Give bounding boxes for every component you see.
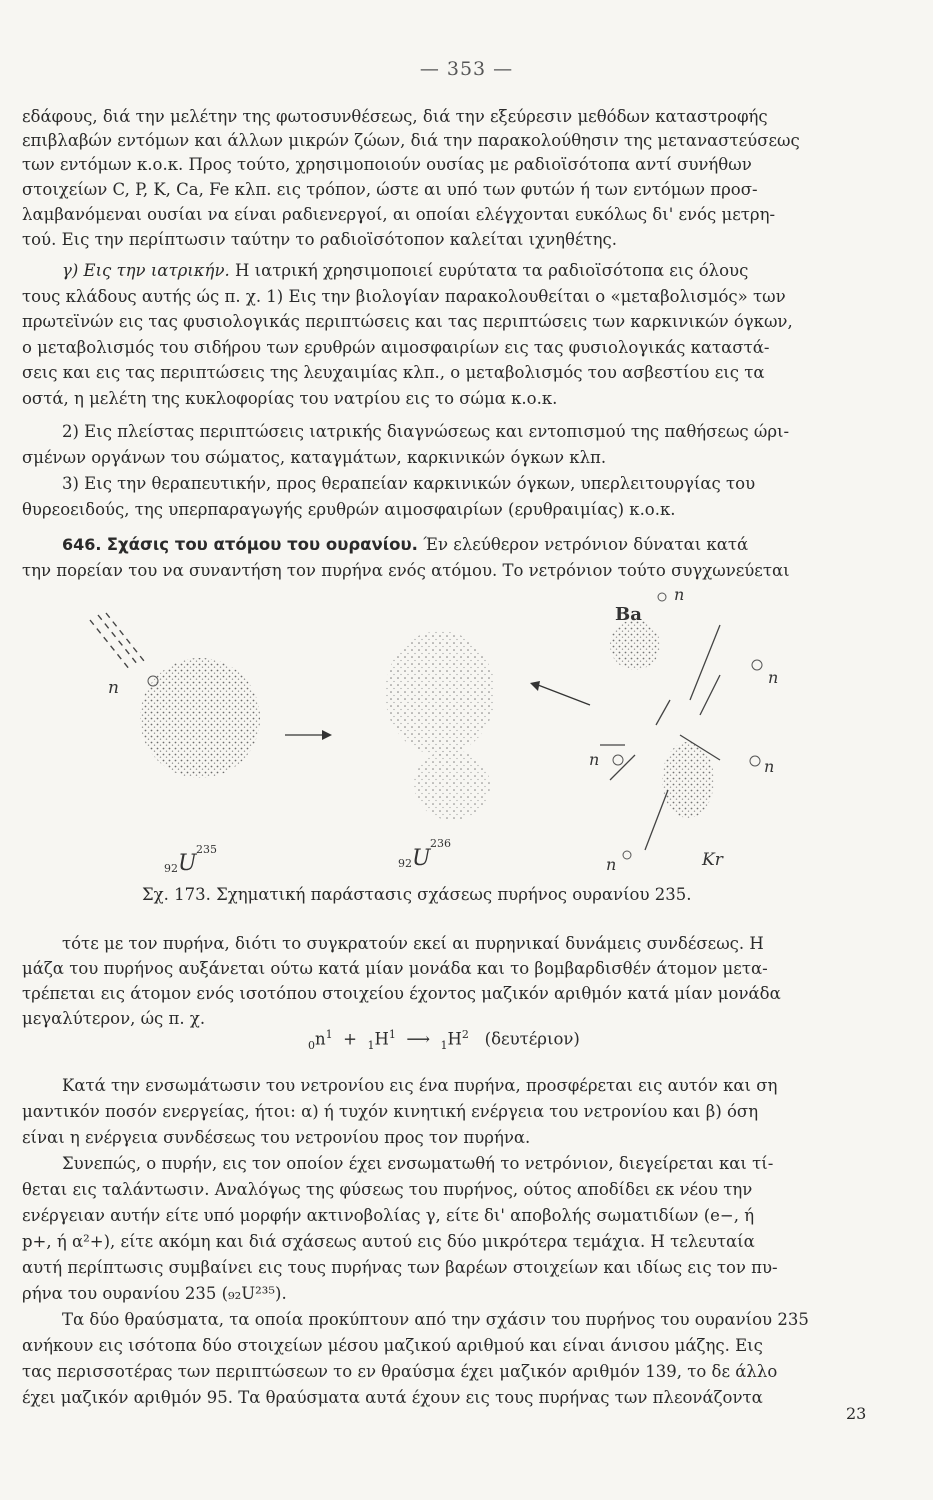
text-line: Τα δύο θραύσματα, τα οποία προκύπτουν από την σχάσιν του πυρήνος του ουρανίου 235 — [62, 1310, 809, 1329]
u236-atomic-number: 92 — [398, 857, 412, 870]
section-646-first: Έν ελεύθερον νετρόνιον δύναται κατά — [423, 535, 749, 554]
neutron-path — [90, 613, 144, 670]
text-line: έχει μαζικόν αριθμόν 95. Τα θραύσματα αυτά έχουν εις τους πυρήνας των πλεονάζοντα — [22, 1388, 763, 1407]
neutron-particle — [658, 593, 666, 601]
item-2-line: 2) Εις πλείστας περιπτώσεις ιατρικής διαγνώσεως και εντοπισμού της παθήσεως ώρι- — [62, 422, 790, 441]
arrow-right-icon — [530, 681, 590, 705]
text-line: θεται εις ταλάντωσιν. Αναλόγως της φύσεως του πυρήνος, ούτος αποδίδει εκ νέου την — [22, 1180, 753, 1199]
text-line: μαντικόν ποσόν ενεργείας, ήτοι: α) ή τυχόν κινητική ενέργεια του νετρονίου και β) όση — [22, 1102, 759, 1121]
text-line: Κατά την ενσωμάτωσιν του νετρονίου εις ένα πυρήνα, προσφέρεται εις αυτόν και ση — [62, 1076, 778, 1095]
text-line: είναι η ενέργεια συνδέσεως του νετρονίου προς τον πυρήνα. — [22, 1128, 531, 1147]
eq-h-sub: 1 — [367, 1038, 375, 1052]
eq-note: (δευτέριον) — [484, 1029, 580, 1049]
u235-symbol: U — [178, 851, 197, 876]
section-g-label: γ) Εις την ιατρικήν. — [62, 261, 230, 280]
neutron-particle — [613, 755, 623, 765]
neutron-label: n — [108, 678, 119, 698]
text-line: τας περισσοτέρας των περιπτώσεων το εν θραύσμα έχει μαζικόν αριθμόν 139, το δε άλλο — [22, 1362, 778, 1381]
text-line: p+, ή α²+), είτε ακόμη και διά σχάσεως αυτού εις δύο μικρότερα τεμάχια. Η τελευταία — [22, 1232, 755, 1251]
text-line: ενέργειαν αυτήν είτε υπό μορφήν ακτινοβολίας γ, είτε δι' αποβολής σωματιδίων (e−, ή — [22, 1206, 755, 1225]
eq-d: H — [447, 1029, 462, 1049]
section-g-first: Η ιατρική χρησιμοποιεί ευρύτατα τα ραδιοϊσότοπα εις όλους — [234, 261, 749, 280]
text-line: σμένων οργάνων του σώματος, καταγμάτων, καρκινικών όγκων κλπ. — [22, 448, 607, 467]
text-line: ανήκουν εις ισότοπα δύο στοιχείων μέσου μαζικού αριθμού και είναι άνισου μάζης. Εις — [22, 1336, 763, 1355]
nuclear-equation — [308, 1028, 580, 1052]
text-line: σεις και εις τας περιπτώσεις της λευχαιμίας κλπ., ο μεταβολισμός του ασβεστίου εις τα — [22, 363, 765, 382]
eq-n: n — [315, 1029, 326, 1049]
uranium-236-nucleus-lower — [414, 750, 490, 820]
krypton-fragment — [662, 742, 714, 818]
text-line: στοιχείων C, P, K, Ca, Fe κλπ. εις τρόπον, ώστε αι υπό των φυτών ή των εντόμων προσ- — [22, 180, 758, 199]
figure-caption: Σχ. 173. Σχηματική παράστασις σχάσεως πυρήνος ουρανίου 235. — [142, 885, 692, 904]
u236-mass-number: 236 — [430, 837, 451, 850]
page-number: — 353 — — [419, 58, 514, 80]
text-line: των εντόμων κ.ο.κ. Προς τούτο, χρησιμοποιούν ουσίας με ραδιοϊσότοπα αντί συνήθων — [22, 155, 752, 174]
barium-fragment — [610, 620, 660, 670]
text-line: τους κλάδους αυτής ώς π. χ. 1) Εις την βιολογίαν παρακολουθείται ο «μεταβολισμός» των — [22, 287, 786, 306]
barium-label: Ba — [615, 604, 642, 625]
uranium-235-nucleus — [140, 658, 260, 778]
neutron-label: n — [674, 585, 685, 604]
text-line: πρωτεϊνών εις τας φυσιολογικάς περιπτώσεις και τας περιπτώσεις των καρκινικών όγκων, — [22, 312, 793, 331]
eq-d-sup: 2 — [461, 1028, 469, 1041]
u235-mass-number: 235 — [196, 843, 217, 856]
krypton-label: Kr — [702, 850, 723, 870]
neutron-label: n — [589, 750, 600, 769]
neutron-particle — [750, 756, 760, 766]
neutron-label: n — [768, 668, 779, 687]
fission-diagram — [60, 585, 870, 880]
eq-plus: + — [343, 1029, 357, 1049]
eq-h-sup: 1 — [388, 1028, 396, 1041]
text-line: εδάφους, διά την μελέτην της φωτοσυνθέσεως, διά την εξεύρεσιν μεθόδων καταστροφής — [22, 107, 768, 126]
text-line: οστά, η μελέτη της κυκλοφορίας του νατρίου εις το σώμα κ.ο.κ. — [22, 389, 558, 408]
section-number: 646. — [62, 535, 102, 554]
item-3-line: 3) Εις την θεραπευτικήν, προς θεραπείαν καρκινικών όγκων, υπερλειτουργίας του — [62, 474, 756, 493]
neutron-particle — [623, 851, 631, 859]
text-line: μάζα του πυρήνος αυξάνεται ούτω κατά μίαν μονάδα και το βομβαρδισθέν άτομον μετα- — [22, 959, 768, 978]
text-line: την πορείαν του να συναντήση τον πυρήνα ενός ατόμου. Το νετρόνιον τούτο συγχωνεύεται — [22, 561, 790, 580]
text-line: τού. Εις την περίπτωσιν ταύτην το ραδιοϊσότοπον καλείται ιχνηθέτης. — [22, 230, 618, 249]
text-line: τότε με τον πυρήνα, διότι το συγκρατούν εκεί αι πυρηνικαί δυνάμεις συνδέσεως. Η — [62, 934, 764, 953]
eq-arrow: ⟶ — [406, 1029, 431, 1049]
text-line: αυτή περίπτωσις συμβαίνει εις τους πυρήνας των βαρέων στοιχείων και ιδίως εις τον πυ- — [22, 1258, 778, 1277]
section-title: Σχάσις του ατόμου του ουρανίου. — [106, 535, 418, 554]
text-line: τρέπεται εις άτομον ενός ισοτόπου στοιχείου έχοντος μαζικόν αριθμόν κατά μίαν μονάδα — [22, 984, 781, 1003]
neutron-label: n — [606, 855, 617, 874]
text-line: λαμβανόμεναι ουσίαι να είναι ραδιενεργοί, αι οποίαι ελέγχονται ευκόλως δι' ενός μετρη- — [22, 205, 776, 224]
section-g-heading-line — [62, 260, 902, 282]
eq-d-sub: 1 — [440, 1038, 448, 1052]
text-line: Συνεπώς, ο πυρήν, εις τον οποίον έχει ενσωματωθή το νετρόνιον, διεγείρεται και τί- — [62, 1154, 774, 1173]
u236-symbol: U — [412, 846, 431, 871]
u235-atomic-number: 92 — [164, 862, 178, 875]
text-line: θυρεοειδούς, της υπερπαραγωγής ερυθρών αιμοσφαιρίων (ερυθραιμίας) κ.ο.κ. — [22, 500, 676, 519]
folio-number: 23 — [846, 1404, 867, 1423]
neutron-label: n — [764, 757, 775, 776]
eq-n-sup: 1 — [325, 1028, 333, 1041]
eq-n-sub: 0 — [308, 1038, 315, 1052]
section-646-heading — [62, 534, 902, 556]
uranium-236-nucleus-upper — [385, 631, 495, 755]
text-line: ρήνα του ουρανίου 235 (₉₂U²³⁵). — [22, 1284, 287, 1303]
text-line: επιβλαβών εντόμων και άλλων μικρών ζώων, διά την παρακολούθησιν της μεταναστεύσεως — [22, 131, 800, 150]
arrow-right-icon — [285, 730, 332, 740]
neutron-particle — [752, 660, 762, 670]
text-line: μεγαλύτερον, ώς π. χ. — [22, 1009, 206, 1028]
text-line: ο μεταβολισμός του σιδήρου των ερυθρών αιμοσφαιρίων εις τας φυσιολογικάς καταστά- — [22, 338, 770, 357]
eq-h: H — [374, 1029, 389, 1049]
